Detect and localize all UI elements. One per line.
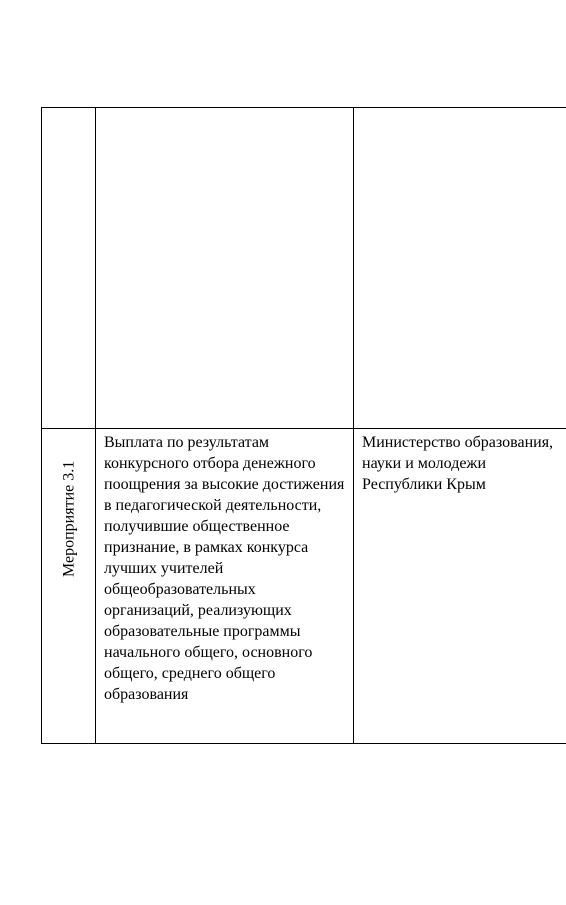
empty-cell-description bbox=[96, 108, 354, 429]
activity-description: Выплата по результатам конкурсного отбора денежного поощрения за высокие достижения в педагогической деятельности, получившие общественное признание, в рамках конкурса лучших учителей общеобразовательных организаций, реализующих образовательные программы начального общего, основного общего, среднего общего образования bbox=[104, 434, 345, 703]
table-row bbox=[42, 108, 566, 429]
activity-label-cell bbox=[42, 429, 96, 744]
activity-description-cell bbox=[96, 429, 354, 744]
empty-cell-responsible bbox=[354, 108, 566, 429]
program-activities-table bbox=[41, 107, 566, 744]
responsible-executor: Министерство образования, науки и молодежи Республики Крым bbox=[362, 434, 554, 493]
table-row bbox=[42, 429, 566, 744]
responsible-executor-cell bbox=[354, 429, 566, 744]
empty-cell-number bbox=[42, 108, 96, 429]
activity-label: Мероприятие 3.1 bbox=[60, 460, 77, 577]
